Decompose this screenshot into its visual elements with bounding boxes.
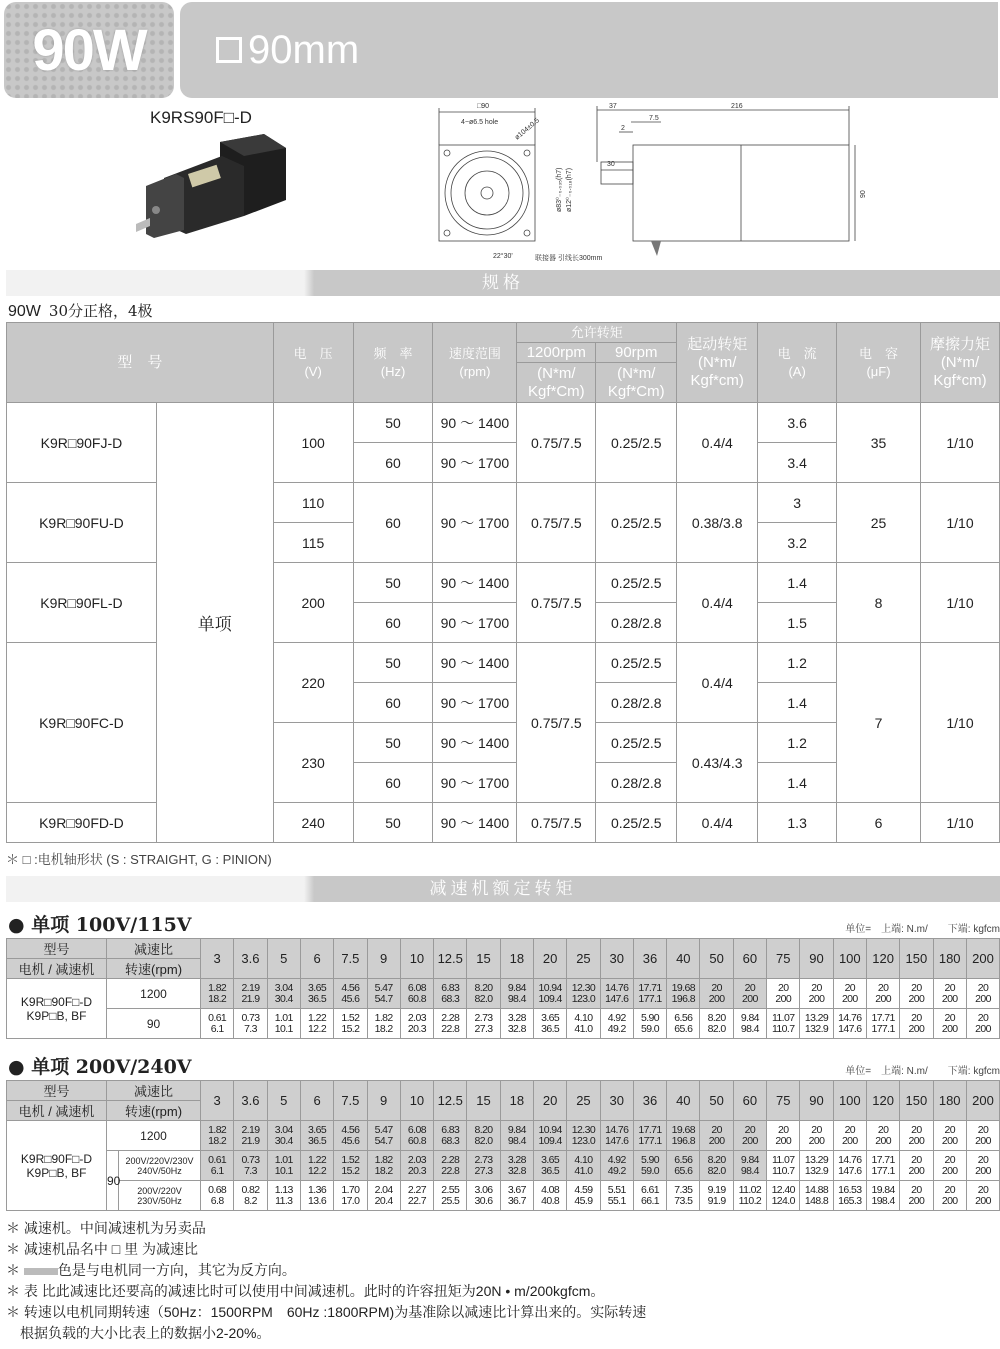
- torque-cell: 19.68 196.8: [667, 1121, 700, 1151]
- note-1: ＊ 减速机。中间减速机为另卖品: [6, 1220, 206, 1236]
- torque-cell: 20 200: [933, 979, 966, 1009]
- torque-cell: 2.03 20.3: [400, 1151, 433, 1181]
- note-5: ＊ 转速以电机同期转速（50Hz：1500RPM 60Hz :1800RPM)为基准除以减速比计算出来的。实际转速: [6, 1304, 647, 1320]
- torque-cell: 12.40 124.0: [767, 1181, 800, 1211]
- torque-cell: 14.88 148.8: [800, 1181, 833, 1211]
- table-row: 115 3.2: [7, 523, 1000, 563]
- torque-cell: 3.04 30.4: [267, 979, 300, 1009]
- torque-cell: 4.56 45.6: [334, 979, 367, 1009]
- unit-note-1: 单位= 上端: N.m/ 下端: kgfcm: [845, 924, 1000, 935]
- dim-square: □90: [477, 103, 490, 110]
- torque-cell: 11.07 110.7: [767, 1009, 800, 1039]
- torque-cell: 10.94 109.4: [533, 1121, 566, 1151]
- torque-cell: 7.35 73.5: [667, 1181, 700, 1211]
- torque-cell: 0.68 6.8: [201, 1181, 234, 1211]
- torque-cell: 17.71 177.1: [866, 1009, 899, 1039]
- th-type: 型号: [7, 1081, 107, 1101]
- table-row: 60 90 ～ 1700 0.28/2.8 1.4: [7, 763, 1000, 803]
- torque-cell: 4.08 40.8: [533, 1181, 566, 1211]
- footnotes: [6, 1218, 646, 1344]
- ratio-header: 7.5: [334, 1081, 367, 1121]
- torque-cell: 20 200: [800, 979, 833, 1009]
- table-row: K9R□90FU-D 110 60 90 ～ 1700 0.75/7.5 0.25/2.5 0.38/3.8 3 25 1/10: [7, 483, 1000, 523]
- ratio-header: 50: [700, 1081, 733, 1121]
- ratio-header: 200: [966, 939, 999, 979]
- torque-cell: 2.73 27.3: [467, 1009, 500, 1039]
- ratio-header: 9: [367, 939, 400, 979]
- ratio-header: 18: [500, 939, 533, 979]
- ratio-header: 10: [400, 939, 433, 979]
- ratio-header: 25: [567, 1081, 600, 1121]
- table-row: K9R□90FD-D 240 50 90 ～ 1400 0.75/7.5 0.25/2.5 0.4/4 1.3 6 1/10: [7, 803, 1000, 843]
- torque-cell: 9.84 98.4: [733, 1009, 766, 1039]
- th-freq: 频 率 (Hz): [353, 323, 433, 403]
- torque-cell: 6.56 65.6: [667, 1009, 700, 1039]
- torque-cell: 3.65 36.5: [300, 979, 333, 1009]
- spec-subtitle: 90W 30分正格，4极: [8, 302, 153, 320]
- th-1200: 1200rpm: [517, 343, 596, 363]
- dim-7-5: 7.5: [649, 115, 659, 122]
- torque-cell: 20 200: [966, 1151, 999, 1181]
- table-row: 60 90 ～ 1700 0.28/2.8 1.5: [7, 603, 1000, 643]
- torque-cell: 9.84 98.4: [733, 1151, 766, 1181]
- th-type: 型号: [7, 939, 107, 959]
- torque-cell: 0.73 7.3: [234, 1009, 267, 1039]
- ratio-header: 18: [500, 1081, 533, 1121]
- torque-cell: 1.01 10.1: [267, 1009, 300, 1039]
- ratio-header: 6: [300, 939, 333, 979]
- torque-cell: 12.30 123.0: [567, 1121, 600, 1151]
- torque-cell: 5.47 54.7: [367, 1121, 400, 1151]
- ratio-header: 40: [667, 1081, 700, 1121]
- torque-cell: 20 200: [933, 1181, 966, 1211]
- torque-cell: 6.08 60.8: [400, 1121, 433, 1151]
- torque-cell: 1.82 18.2: [367, 1009, 400, 1039]
- torque-cell: 10.94 109.4: [533, 979, 566, 1009]
- model-label: K9RS90F□-D: [150, 108, 252, 127]
- torque-cell: 6.83 68.3: [434, 1121, 467, 1151]
- dim-shaft2: ø12⁰₋₀.₀₁₈(h7): [566, 167, 573, 212]
- torque-cell: 17.71 177.1: [633, 979, 666, 1009]
- torque-cell: 4.10 41.0: [567, 1151, 600, 1181]
- table-row: K9R□90FL-D 200 50 90 ～ 1400 0.75/7.5 0.25/2.5 0.4/4 1.4 8 1/10: [7, 563, 1000, 603]
- torque-cell: 8.20 82.0: [700, 1009, 733, 1039]
- torque-cell: 4.92 49.2: [600, 1009, 633, 1039]
- torque-cell: 1.22 12.2: [300, 1009, 333, 1039]
- torque-cell: 3.06 30.6: [467, 1181, 500, 1211]
- torque-cell: 6.83 68.3: [434, 979, 467, 1009]
- torque-cell: 20 200: [933, 1151, 966, 1181]
- torque-cell: 20 200: [966, 1009, 999, 1039]
- torque-cell: 8.20 82.0: [467, 979, 500, 1009]
- th-model: 型 号: [7, 323, 274, 403]
- torque-cell: 1.22 12.2: [300, 1151, 333, 1181]
- ratio-header: 5: [267, 1081, 300, 1121]
- torque-cell: 13.29 132.9: [800, 1009, 833, 1039]
- torque-cell: 3.28 32.8: [500, 1009, 533, 1039]
- torque-cell: 2.19 21.9: [234, 979, 267, 1009]
- th-unit-a: (N*m/ Kgf*Cm): [517, 363, 596, 403]
- torque-cell: 20 200: [833, 979, 866, 1009]
- torque-cell: 4.10 41.0: [567, 1009, 600, 1039]
- torque-cell: 20 200: [900, 979, 933, 1009]
- ratio-header: 90: [800, 1081, 833, 1121]
- ratio-header: 75: [767, 939, 800, 979]
- torque-cell: 3.65 36.5: [533, 1009, 566, 1039]
- torque-cell: 2.19 21.9: [234, 1121, 267, 1151]
- torque-cell: 11.07 110.7: [767, 1151, 800, 1181]
- ratio-header: 120: [866, 939, 899, 979]
- torque-cell: 11.02 110.2: [733, 1181, 766, 1211]
- torque-cell: 17.71 177.1: [866, 1151, 899, 1181]
- th-speed: 速度范围 (rpm): [433, 323, 517, 403]
- th-cap: 电 容 (μF): [837, 323, 921, 403]
- ratio-header: 36: [633, 1081, 666, 1121]
- table-row: K9R□90FC-D 220 50 90 ～ 1400 0.75/7.5 0.25/2.5 0.4/4 1.2 7 1/10: [7, 643, 1000, 683]
- ratio-header: 36: [633, 939, 666, 979]
- dim-90: 90: [860, 190, 867, 198]
- torque-cell: 20 200: [900, 1009, 933, 1039]
- torque-cell: 20 200: [966, 1181, 999, 1211]
- torque-cell: 1.82 18.2: [201, 1121, 234, 1151]
- torque-cell: 6.56 65.6: [667, 1151, 700, 1181]
- unit-note-2: 单位= 上端: N.m/ 下端: kgfcm: [845, 1066, 1000, 1077]
- torque-cell: 4.92 49.2: [600, 1151, 633, 1181]
- reducer-table-1: 型号 减速比 3 3.6 5 6 7.5 9 10 12.5 15 18 20 25 30 36 40 50 60 75 90 100 120 150 180 200 电机 / 减速机 转速(rpm) K9R□90F□-D K9P□B, BF 1200 1.82 18.2 2.19 21.9 3.04 30.4 3.65 36.5 4.56 45.6 5.47 54.7 6.08 60.8 6.83 68.3 8.20 82.0 9.84 98.4 10.94 109.4 12.30 123.0 14.76 147.6 17.71 177.1 19.68 196.8 20 200 20 200 20 200 20 200 20 200 20 200 20 200 20 200 20 200 90 0.61 6.1 0.73 7.3 1.01 10.1 1.22 12.2 1.52 15.2 1.82 18.2 2.03 20.3 2.28 22.8 2.73 27.3 3.28 32.8 3.65 36.5 4.10 41.0 4.92 49.2 5.90 59.0 6.56 65.6 8.20 82.0 9.84 98.4 11.07 110.7 13.29 132.9 14.76 147.6 17.71 177.1 20 200 20 200 20 200: [6, 938, 1000, 1039]
- size-bar: [180, 2, 998, 98]
- torque-cell: 20 200: [900, 1121, 933, 1151]
- th-ratio: 减速比: [107, 939, 201, 959]
- dim-37: 37: [609, 103, 617, 110]
- torque-cell: 0.61 6.1: [201, 1009, 234, 1039]
- torque-cell: 20 200: [933, 1121, 966, 1151]
- dim-holes: 4−ø6.5 hole: [461, 119, 499, 126]
- ratio-header: 100: [833, 1081, 866, 1121]
- dim-angle: 22°30': [493, 253, 513, 260]
- dim-2: 2: [621, 125, 625, 132]
- phase-cell: 单项: [156, 403, 273, 843]
- torque-cell: 19.68 196.8: [667, 979, 700, 1009]
- torque-cell: 1.82 18.2: [201, 979, 234, 1009]
- torque-cell: 1.13 11.3: [267, 1181, 300, 1211]
- power-label: 90W: [32, 17, 146, 83]
- ratio-header: 25: [567, 939, 600, 979]
- torque-cell: 20 200: [700, 1121, 733, 1151]
- torque-cell: 20 200: [866, 979, 899, 1009]
- torque-cell: 20 200: [966, 979, 999, 1009]
- torque-cell: 8.20 82.0: [700, 1151, 733, 1181]
- torque-cell: 20 200: [767, 979, 800, 1009]
- th-90: 90rpm: [596, 343, 677, 363]
- th-cur: 电 流 (A): [758, 323, 837, 403]
- torque-cell: 20 200: [833, 1121, 866, 1151]
- square-icon: [216, 37, 242, 63]
- ratio-header: 30: [600, 939, 633, 979]
- ratio-header: 15: [467, 1081, 500, 1121]
- torque-cell: 14.76 147.6: [600, 979, 633, 1009]
- ratio-header: 7.5: [334, 939, 367, 979]
- section-reducer-title: 减速机额定转矩: [429, 879, 577, 898]
- model-cell: K9R□90F□-D K9P□B, BF: [7, 979, 107, 1039]
- dim-pcd: ø104±0.5: [513, 117, 541, 142]
- th-allow: 允许转矩: [517, 323, 677, 343]
- ratio-header: 3.6: [234, 1081, 267, 1121]
- th-fric: 摩擦力矩 (N*m/ Kgf*cm): [920, 323, 999, 403]
- torque-cell: 20 200: [733, 1121, 766, 1151]
- header: [4, 2, 998, 98]
- torque-cell: 0.82 8.2: [234, 1181, 267, 1211]
- torque-cell: 0.73 7.3: [234, 1151, 267, 1181]
- table-row: K9R□90FJ-D 单项 100 50 90 ～ 1400 0.75/7.5 0.25/2.5 0.4/4 3.6 35 1/10: [7, 403, 1000, 443]
- torque-cell: 14.76 147.6: [833, 1009, 866, 1039]
- ratio-header: 3: [201, 939, 234, 979]
- torque-cell: 20 200: [800, 1121, 833, 1151]
- th-motor-reducer: 电机 / 减速机: [7, 959, 107, 979]
- note-3: ＊ 色是与电机同一方向，其它为反方向。: [6, 1262, 296, 1278]
- ratio-header: 3.6: [234, 939, 267, 979]
- ratio-header: 10: [400, 1081, 433, 1121]
- torque-cell: 3.04 30.4: [267, 1121, 300, 1151]
- torque-cell: 3.67 36.7: [500, 1181, 533, 1211]
- th-ratio: 减速比: [107, 1081, 201, 1101]
- torque-cell: 12.30 123.0: [567, 979, 600, 1009]
- ratio-header: 12.5: [434, 1081, 467, 1121]
- ratio-header: 90: [800, 939, 833, 979]
- model-cell: K9R□90F□-D K9P□B, BF: [7, 1121, 107, 1211]
- reducer-table-2: 型号 减速比 3 3.6 5 6 7.5 9 10 12.5 15 18 20 25 30 36 40 50 60 75 90 100 120 150 180 200 电机 / 减速机 转速(rpm) K9R□90F□-D K9P□B, BF 1200 1.82 18.2 2.19 21.9 3.04 30.4 3.65 36.5 4.56 45.6 5.47 54.7 6.08 60.8 6.83 68.3 8.20 82.0 9.84 98.4 10.94 109.4 12.30 123.0 14.76 147.6 17.71 177.1 19.68 196.8 20 200 20 200 20 200 20 200 20 200 20 200 20 200 20 200 20 200 90 200V/220V/230V 240V/50Hz 0.61 6.1 0.73 7.3 1.01 10.1 1.22 12.2 1.52 15.2 1.82 18.2 2.03 20.3 2.28 22.8 2.73 27.3 3.28 32.8 3.65 36.5 4.10 41.0 4.92 49.2 5.90 59.0 6.56 65.6 8.20 82.0 9.84 98.4 11.07 110.7 13.29 132.9 14.76 147.6 17.71 177.1 20 200 20 200 20 200 200V/220V 230V/50Hz 0.68 6.8 0.82 8.2 1.13 11.3 1.36 13.6 1.70 17.0 2.04 20.4 2.27 22.7 2.55 25.5 3.06 30.6 3.67 36.7 4.08 40.8 4.59 45.9 5.51 55.1 6.61 66.1 7.35 73.5 9.19 91.9 11.02 110.2 12.40 124.0 14.88 148.8 16.53 165.3 19.84 198.4 20 200 20 200 20 200: [6, 1080, 1000, 1211]
- section-reducer-bar: [6, 876, 1000, 902]
- torque-cell: 1.52 15.2: [334, 1009, 367, 1039]
- ratio-header: 3: [201, 1081, 234, 1121]
- torque-cell: 2.03 20.3: [400, 1009, 433, 1039]
- torque-cell: 20 200: [700, 979, 733, 1009]
- table-row: 230 50 90 ～ 1400 0.25/2.5 0.43/4.3 1.2: [7, 723, 1000, 763]
- torque-cell: 1.70 17.0: [334, 1181, 367, 1211]
- size-label: 90mm: [248, 27, 360, 72]
- torque-cell: 1.01 10.1: [267, 1151, 300, 1181]
- torque-cell: 2.27 22.7: [400, 1181, 433, 1211]
- torque-cell: 3.65 36.5: [533, 1151, 566, 1181]
- torque-cell: 9.84 98.4: [500, 1121, 533, 1151]
- ratio-header: 60: [733, 939, 766, 979]
- torque-cell: 3.65 36.5: [300, 1121, 333, 1151]
- torque-cell: 20 200: [866, 1121, 899, 1151]
- ratio-header: 75: [767, 1081, 800, 1121]
- ratio-header: 6: [300, 1081, 333, 1121]
- torque-cell: 2.55 25.5: [434, 1181, 467, 1211]
- ratio-header: 50: [700, 939, 733, 979]
- torque-cell: 9.19 91.9: [700, 1181, 733, 1211]
- section-spec-title: 规格: [482, 273, 524, 292]
- torque-cell: 2.28 22.8: [434, 1009, 467, 1039]
- torque-cell: 6.08 60.8: [400, 979, 433, 1009]
- ratio-header: 200: [966, 1081, 999, 1121]
- torque-cell: 1.82 18.2: [367, 1151, 400, 1181]
- dim-216: 216: [731, 103, 743, 110]
- torque-cell: 2.04 20.4: [367, 1181, 400, 1211]
- dim-shaft1: ø83⁰₋₀.₀₃₅(h7): [556, 167, 563, 212]
- torque-cell: 9.84 98.4: [500, 979, 533, 1009]
- torque-cell: 13.29 132.9: [800, 1151, 833, 1181]
- dim-30: 30: [607, 161, 615, 168]
- th-motor-reducer: 电机 / 减速机: [7, 1101, 107, 1121]
- dim-lead: 联接器 引线长300mm: [535, 255, 603, 262]
- ratio-header: 150: [900, 1081, 933, 1121]
- torque-cell: 20 200: [933, 1009, 966, 1039]
- torque-cell: 5.47 54.7: [367, 979, 400, 1009]
- ratio-header: 20: [533, 1081, 566, 1121]
- power-badge: [4, 2, 174, 98]
- ratio-header: 5: [267, 939, 300, 979]
- ratio-header: 40: [667, 939, 700, 979]
- torque-cell: 14.76 147.6: [833, 1151, 866, 1181]
- motor-image: [136, 130, 286, 240]
- torque-cell: 1.52 15.2: [334, 1151, 367, 1181]
- ratio-header: 30: [600, 1081, 633, 1121]
- torque-cell: 20 200: [966, 1121, 999, 1151]
- torque-cell: 3.28 32.8: [500, 1151, 533, 1181]
- ratio-header: 100: [833, 939, 866, 979]
- note-4: ＊ 表 比此减速比还要高的减速比时可以使用中间减速机。此时的许容扭矩为20N • m/200kgfcm。: [6, 1283, 605, 1299]
- torque-cell: 2.73 27.3: [467, 1151, 500, 1181]
- th-speed-rpm: 转速(rpm): [107, 959, 201, 979]
- table1-title: ● 单项 100V/115V: [8, 914, 192, 936]
- torque-cell: 16.53 165.3: [833, 1181, 866, 1211]
- th-speed-rpm: 转速(rpm): [107, 1101, 201, 1121]
- th-unit-b: (N*m/ Kgf*Cm): [596, 363, 677, 403]
- torque-cell: 6.61 66.1: [633, 1181, 666, 1211]
- th-volt: 电 压 (V): [273, 323, 353, 403]
- torque-cell: 19.84 198.4: [866, 1181, 899, 1211]
- spec-table: [6, 322, 1000, 843]
- torque-cell: 2.28 22.8: [434, 1151, 467, 1181]
- torque-cell: 20 200: [900, 1181, 933, 1211]
- section-spec-bar: [6, 270, 1000, 296]
- ratio-header: 20: [533, 939, 566, 979]
- torque-cell: 5.90 59.0: [633, 1151, 666, 1181]
- torque-cell: 17.71 177.1: [633, 1121, 666, 1151]
- note-2: ＊ 减速机品名中 □ 里 为减速比: [6, 1241, 199, 1257]
- torque-cell: 4.59 45.9: [567, 1181, 600, 1211]
- torque-cell: 5.90 59.0: [633, 1009, 666, 1039]
- table2-title: ● 单项 200V/240V: [8, 1056, 192, 1078]
- ratio-header: 15: [467, 939, 500, 979]
- torque-cell: 0.61 6.1: [201, 1151, 234, 1181]
- ratio-header: 12.5: [434, 939, 467, 979]
- torque-cell: 20 200: [767, 1121, 800, 1151]
- ratio-header: 120: [866, 1081, 899, 1121]
- dimension-drawing: [425, 100, 985, 265]
- torque-cell: 8.20 82.0: [467, 1121, 500, 1151]
- ratio-header: 180: [933, 1081, 966, 1121]
- torque-cell: 1.36 13.6: [300, 1181, 333, 1211]
- torque-cell: 4.56 45.6: [334, 1121, 367, 1151]
- torque-cell: 5.51 55.1: [600, 1181, 633, 1211]
- note-6: 根据负载的大小比表上的数据小2-20%。: [6, 1325, 271, 1341]
- ratio-header: 180: [933, 939, 966, 979]
- ratio-header: 9: [367, 1081, 400, 1121]
- torque-cell: 20 200: [900, 1151, 933, 1181]
- table-row: 60 90 ～ 1700 0.28/2.8 1.4: [7, 683, 1000, 723]
- ratio-header: 150: [900, 939, 933, 979]
- ratio-header: 60: [733, 1081, 766, 1121]
- table-row: 60 90 ～ 1700 3.4: [7, 443, 1000, 483]
- torque-cell: 14.76 147.6: [600, 1121, 633, 1151]
- gray-swatch: [24, 1268, 58, 1275]
- spec-note: ＊ □ :电机轴形状 (S : STRAIGHT, G : PINION): [6, 852, 272, 867]
- torque-cell: 20 200: [733, 979, 766, 1009]
- th-start: 起动转矩 (N*m/ Kgf*cm): [677, 323, 758, 403]
